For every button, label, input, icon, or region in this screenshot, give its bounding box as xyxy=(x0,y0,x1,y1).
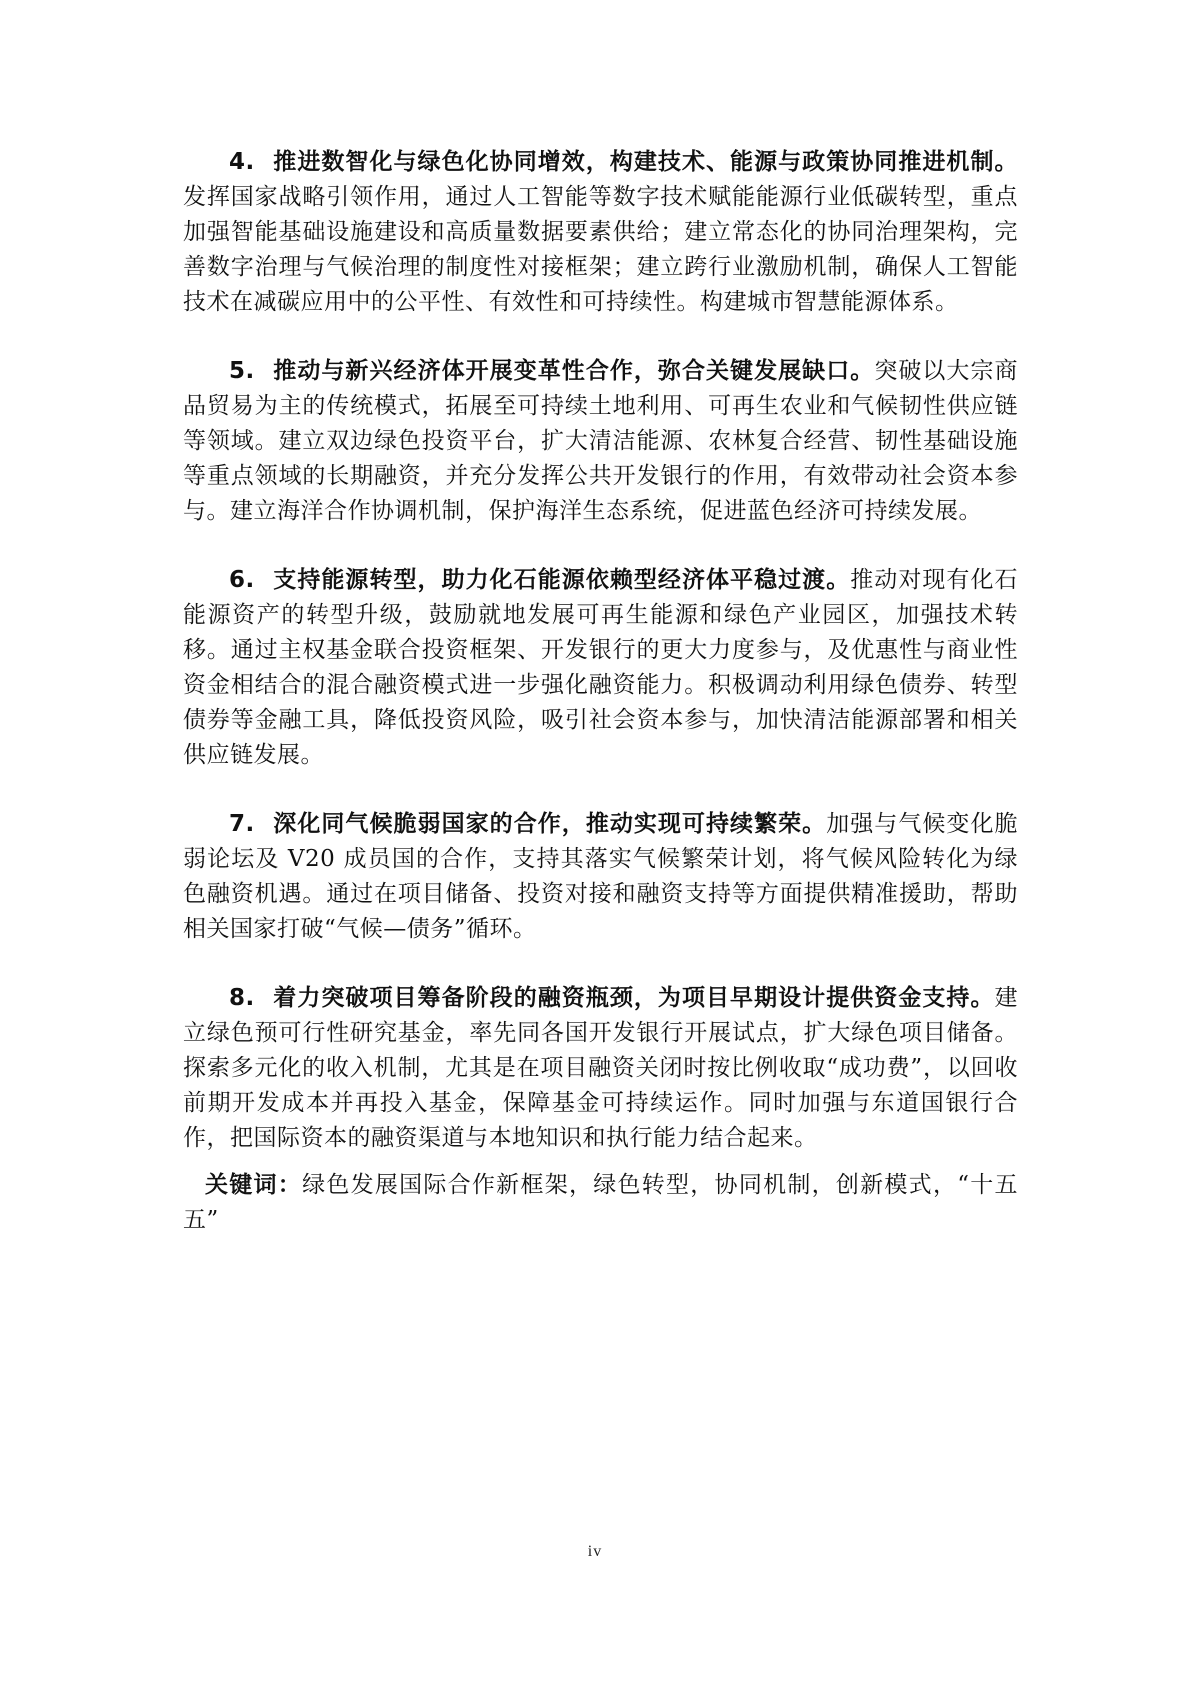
recommendation-paragraph-6 xyxy=(183,563,1018,773)
paragraph-heading: 着力突破项目筹备阶段的融资瓶颈，为项目早期设计提供资金支持。 xyxy=(272,985,995,1011)
keywords-line xyxy=(183,1168,1018,1238)
paragraph-number: 5. xyxy=(229,358,255,384)
paragraph-number: 7. xyxy=(229,811,255,837)
page-number: iv xyxy=(587,1543,603,1560)
paragraph-body: 推动对现有化石能源资产的转型升级，鼓励就地发展可再生能源和绿色产业园区，加强技术转移。通过主权基金联合投资框架、开发银行的更大力度参与，及优惠性与商业性资金相结合的混合融资模式进一步强化融资能力。积极调动利用绿色债券、转型债券等金融工具，降低投资风险，吸引社会资本参与，加快清洁能源部署和相关供应链发展。 xyxy=(183,567,1019,768)
recommendation-paragraph-5 xyxy=(183,354,1018,529)
recommendation-paragraph-4 xyxy=(183,145,1018,320)
paragraph-heading: 推进数智化与绿色化协同增效，构建技术、能源与政策协同推进机制。 xyxy=(272,149,1018,175)
document-body xyxy=(183,145,1018,1238)
keywords-label: 关键词： xyxy=(205,1172,303,1198)
paragraph-number: 6. xyxy=(229,567,255,593)
keywords-text: 绿色发展国际合作新框架，绿色转型，协同机制，创新模式，“十五五” xyxy=(183,1172,1018,1233)
paragraph-heading: 支持能源转型，助力化石能源依赖型经济体平稳过渡。 xyxy=(272,567,851,593)
paragraph-body: 加强与气候变化脆弱论坛及 V20 成员国的合作，支持其落实气候繁荣计划，将气候风险转化为绿色融资机遇。通过在项目储备、投资对接和融资支持等方面提供精准援助，帮助相关国家打破“气候—债务”循环。 xyxy=(183,811,1019,942)
paragraph-heading: 推动与新兴经济体开展变革性合作，弥合关键发展缺口。 xyxy=(272,358,875,384)
recommendation-paragraph-8 xyxy=(183,981,1018,1156)
paragraph-number: 4. xyxy=(229,149,255,175)
paragraph-number: 8. xyxy=(229,985,255,1011)
paragraph-heading: 深化同气候脆弱国家的合作，推动实现可持续繁荣。 xyxy=(272,811,827,837)
paragraph-body: 建立绿色预可行性研究基金，率先同各国开发银行开展试点，扩大绿色项目储备。探索多元化的收入机制，尤其是在项目融资关闭时按比例收取“成功费”，以回收前期开发成本并再投入基金，保障基金可持续运作。同时加强与东道国银行合作，把国际资本的融资渠道与本地知识和执行能力结合起来。 xyxy=(183,985,1018,1151)
paragraph-body: 发挥国家战略引领作用，通过人工智能等数字技术赋能能源行业低碳转型，重点加强智能基础设施建设和高质量数据要素供给；建立常态化的协同治理架构，完善数字治理与气候治理的制度性对接框架；建立跨行业激励机制，确保人工智能技术在减碳应用中的公平性、有效性和可持续性。构建城市智慧能源体系。 xyxy=(183,184,1018,315)
paragraph-body: 突破以大宗商品贸易为主的传统模式，拓展至可持续土地利用、可再生农业和气候韧性供应链等领域。建立双边绿色投资平台，扩大清洁能源、农林复合经营、韧性基础设施等重点领域的长期融资，并充分发挥公共开发银行的作用，有效带动社会资本参与。建立海洋合作协调机制，保护海洋生态系统，促进蓝色经济可持续发展。 xyxy=(183,358,1019,524)
recommendation-paragraph-7 xyxy=(183,807,1018,947)
